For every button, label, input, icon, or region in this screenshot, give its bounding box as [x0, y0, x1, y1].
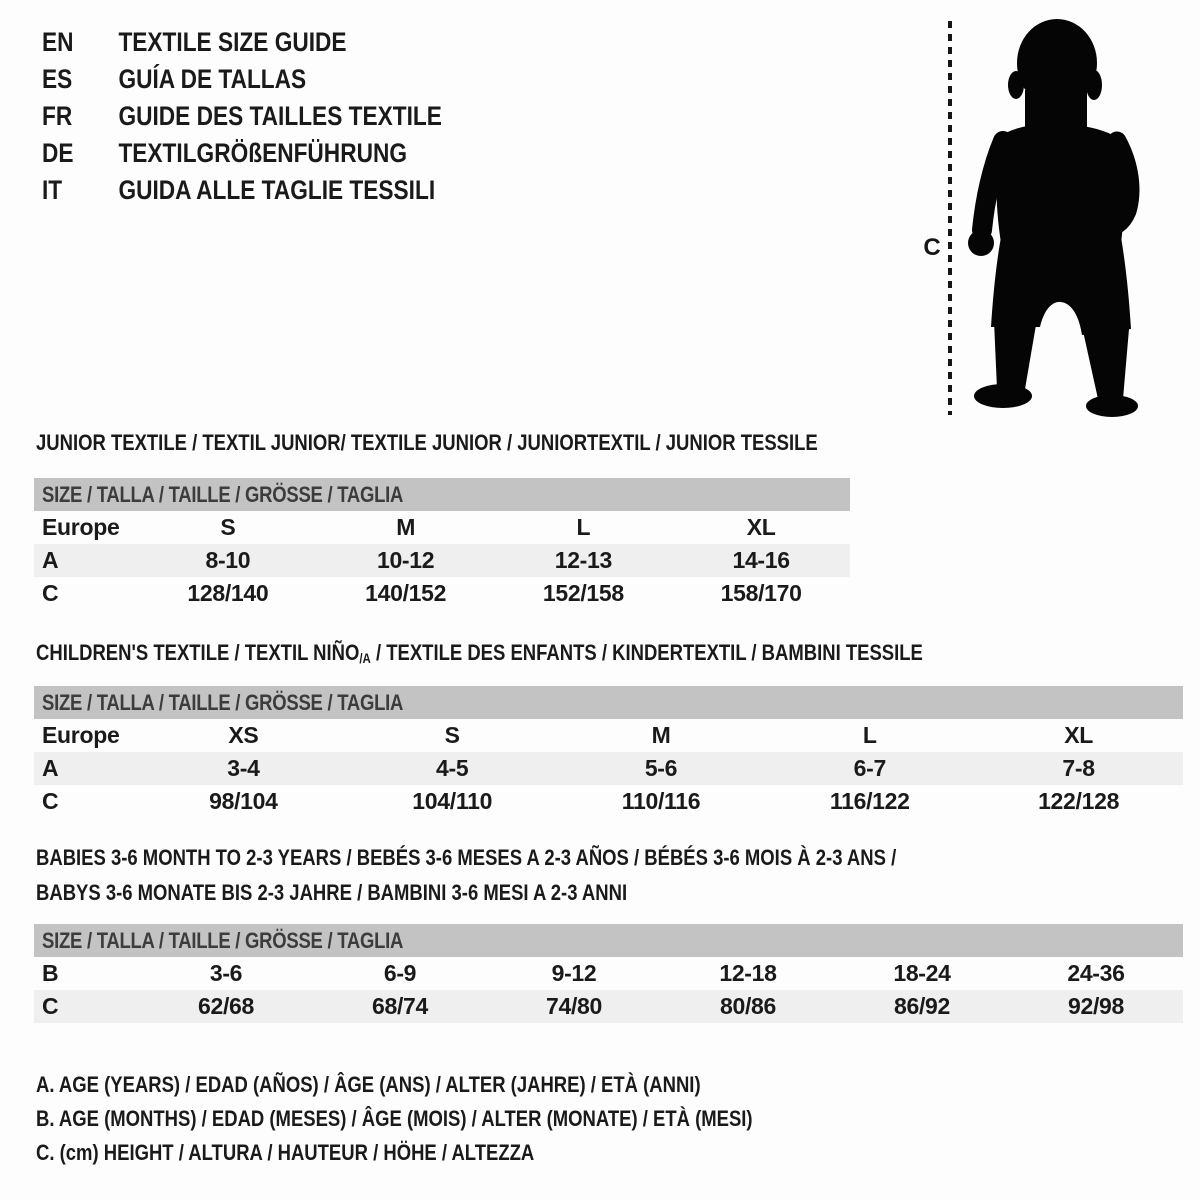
table-cell: 152/158 — [542, 580, 624, 606]
height-measure-figure — [900, 15, 1160, 420]
table-cell: 62/68 — [197, 993, 255, 1019]
table-cell: 9-12 — [551, 960, 597, 986]
babies-size-table — [34, 924, 1183, 1023]
language-row — [42, 98, 442, 135]
children-title-prefix: CHILDREN'S TEXTILE / TEXTIL NIÑO — [36, 640, 360, 665]
table-cell: 7-8 — [1062, 755, 1095, 781]
junior-section-title-text: JUNIOR TEXTILE / TEXTIL JUNIOR/ TEXTILE JUNIOR / JUNIORTEXTIL / JUNIOR TESSILE — [36, 430, 818, 455]
language-row — [42, 135, 442, 172]
language-title: TEXTILE SIZE GUIDE — [118, 27, 347, 57]
legend-line-c — [36, 1136, 889, 1170]
table-cell: 6-7 — [853, 755, 886, 781]
table-cell: 122/128 — [1038, 788, 1120, 814]
legend-line-a — [36, 1068, 889, 1102]
table-cell: 3-6 — [209, 960, 243, 986]
size-header-text: SIZE / TALLA / TAILLE / GRÖSSE / TAGLIA — [42, 928, 404, 953]
size-header-band — [34, 478, 850, 511]
table-cell: 86/92 — [893, 993, 951, 1019]
toddler-silhouette — [968, 19, 1138, 417]
table-cell: 116/122 — [829, 788, 910, 814]
table-cell: XL — [746, 514, 776, 540]
junior-size-table — [34, 478, 850, 610]
table-cell: 6-9 — [383, 960, 417, 986]
table-cell: 92/98 — [1067, 993, 1125, 1019]
language-code: ES — [42, 64, 73, 94]
table-cell: 80/86 — [719, 993, 777, 1019]
language-row — [42, 61, 442, 98]
table-cell: M — [396, 514, 416, 540]
table-cell: 4-5 — [436, 755, 469, 781]
table-cell: 18-24 — [893, 960, 951, 986]
table-cell: 3-4 — [227, 755, 260, 781]
row-label: Europe — [42, 514, 120, 540]
table-cell: S — [220, 514, 236, 540]
row-label: A — [42, 755, 59, 781]
language-code: DE — [42, 138, 74, 168]
measure-label-c: C — [923, 234, 941, 261]
babies-section-title-line2 — [36, 880, 740, 906]
babies-title-line1-text: BABIES 3-6 MONTH TO 2-3 YEARS / BEBÉS 3-6 MESES A 2-3 AÑOS / BÉBÉS 3-6 MOIS À 2-3 ANS / — [36, 845, 897, 870]
babies-title-line2-text: BABYS 3-6 MONATE BIS 2-3 JAHRE / BAMBINI 3-6 MESI A 2-3 ANNI — [36, 880, 628, 905]
language-title: GUIDA ALLE TAGLIE TESSILI — [118, 175, 436, 205]
table-cell: L — [576, 514, 591, 540]
row-label: B — [42, 960, 59, 986]
measure-legend — [36, 1068, 889, 1170]
table-cell: S — [444, 722, 460, 748]
table-row — [34, 544, 850, 577]
language-row — [42, 172, 442, 209]
size-header-band — [34, 686, 1183, 719]
row-label: C — [42, 580, 59, 606]
language-row — [42, 24, 442, 61]
table-cell: 10-12 — [376, 547, 435, 573]
table-cell: 104/110 — [412, 788, 493, 814]
size-header-band — [34, 924, 1183, 957]
table-cell: 5-6 — [644, 755, 678, 781]
babies-section-title-line1 — [36, 845, 1060, 871]
table-cell: 12-18 — [719, 960, 777, 986]
legend-line-a-text: A. AGE (YEARS) / EDAD (AÑOS) / ÂGE (ANS) / ALTER (JAHRE) / ETÀ (ANNI) — [36, 1072, 701, 1097]
table-cell: 68/74 — [371, 993, 429, 1019]
table-cell: XL — [1064, 722, 1093, 748]
table-cell: 98/104 — [209, 788, 278, 814]
language-code: FR — [42, 101, 73, 131]
table-row — [34, 990, 1183, 1023]
table-row — [34, 577, 850, 610]
table-cell: 110/116 — [621, 788, 701, 814]
children-title-suffix: / TEXTILE DES ENFANTS / KINDERTEXTIL / BAMBINI TESSILE — [370, 640, 923, 665]
table-row — [34, 785, 1183, 818]
size-header-text: SIZE / TALLA / TAILLE / GRÖSSE / TAGLIA — [42, 690, 404, 715]
table-cell: L — [862, 722, 877, 748]
children-size-table — [34, 686, 1183, 818]
table-cell: 8-10 — [205, 547, 251, 573]
table-cell: 24-36 — [1067, 960, 1125, 986]
table-row — [34, 752, 1183, 785]
table-cell: 74/80 — [545, 993, 603, 1019]
row-label: C — [42, 993, 59, 1019]
row-label: A — [42, 547, 59, 573]
table-cell: 12-13 — [554, 547, 613, 573]
language-title: GUIDE DES TAILLES TEXTILE — [118, 101, 442, 131]
children-section-title-text — [36, 640, 923, 669]
size-header-text: SIZE / TALLA / TAILLE / GRÖSSE / TAGLIA — [42, 482, 404, 507]
table-cell: 128/140 — [187, 580, 269, 606]
table-row — [34, 719, 1183, 752]
legend-line-b — [36, 1102, 889, 1136]
table-cell: XS — [228, 722, 259, 748]
table-cell: 14-16 — [732, 547, 790, 573]
table-cell: 158/170 — [720, 580, 802, 606]
junior-section-title — [36, 430, 967, 456]
language-title: TEXTILGRÖßENFÜHRUNG — [118, 138, 407, 168]
row-label: Europe — [42, 722, 120, 748]
children-section-title — [36, 640, 1092, 669]
table-row — [34, 957, 1183, 990]
language-title-list — [42, 24, 442, 209]
row-label: C — [42, 788, 59, 814]
language-code: EN — [42, 27, 74, 57]
table-cell: M — [651, 722, 671, 748]
table-cell: 140/152 — [365, 580, 447, 606]
children-title-subscript: /A — [359, 651, 371, 666]
legend-line-c-text: C. (cm) HEIGHT / ALTURA / HAUTEUR / HÖHE / ALTEZZA — [36, 1140, 535, 1165]
language-title: GUÍA DE TALLAS — [118, 64, 307, 94]
table-row — [34, 511, 850, 544]
language-code: IT — [42, 175, 63, 205]
legend-line-b-text: B. AGE (MONTHS) / EDAD (MESES) / ÂGE (MOIS) / ALTER (MONATE) / ETÀ (MESI) — [36, 1106, 753, 1131]
